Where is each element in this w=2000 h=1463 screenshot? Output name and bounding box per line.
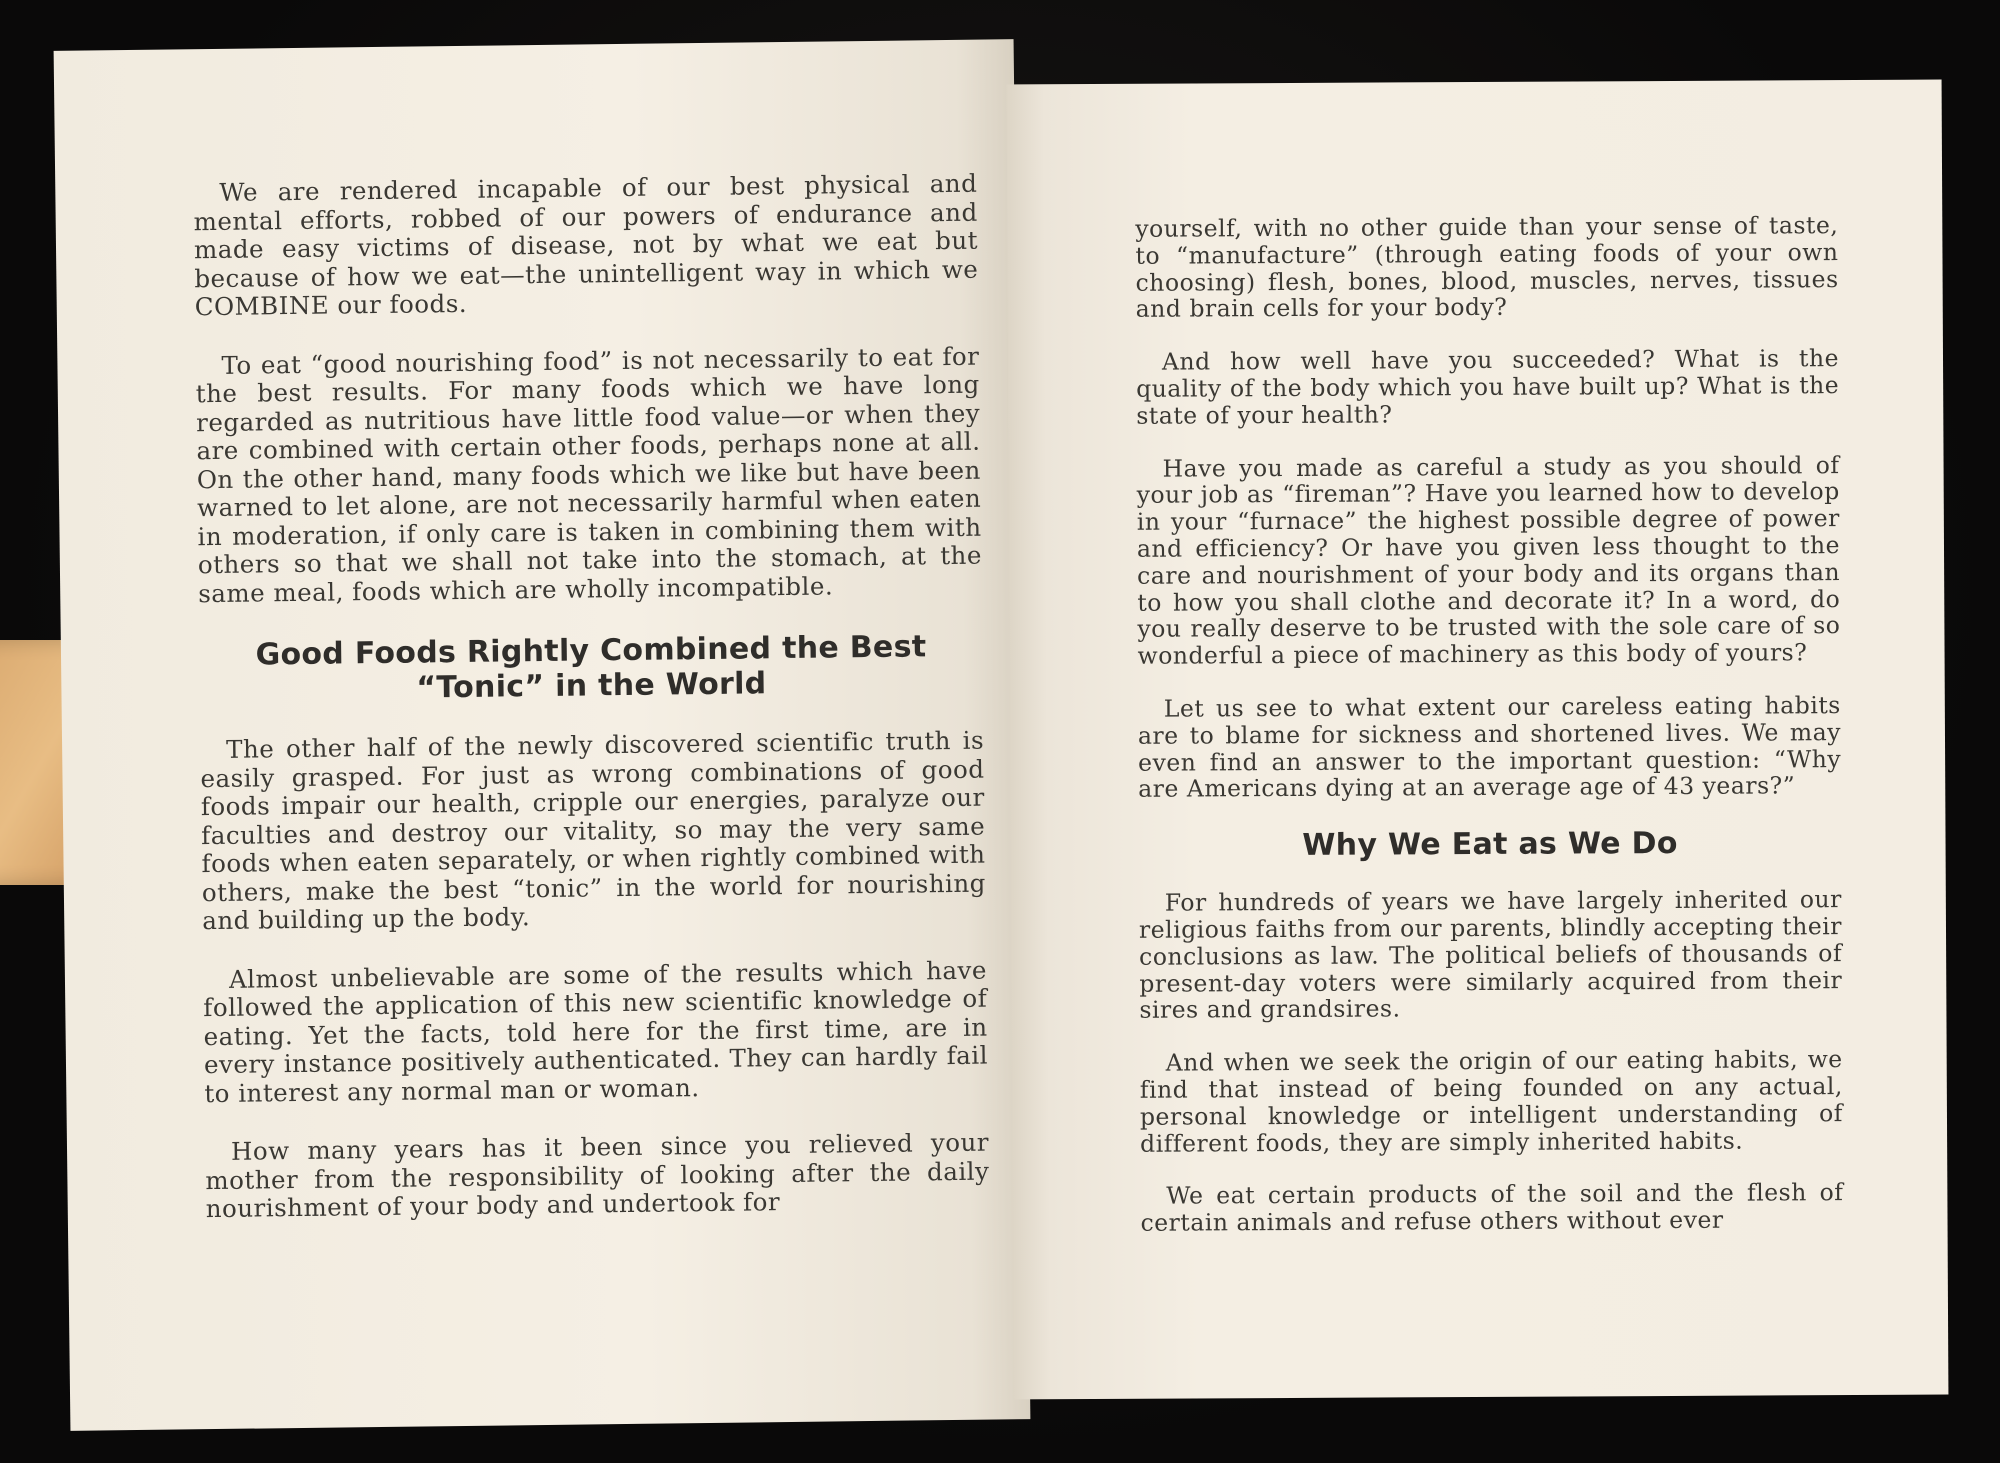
right-paragraph: For hundreds of years we have largely inherited our religious faiths from our parents, blindly accepting their conclusions as law. The political beliefs of thousands of present-day voters were similarly acquired from their sires and grandsires. xyxy=(1138,885,1843,1025)
right-paragraph: yourself, with no other guide than your sense of taste, to “manufacture” (through eating foods of your own choosing) flesh, bones, blood, muscles, nerves, tissues and brain cells for your body? xyxy=(1135,211,1839,324)
right-paragraph: Have you made as careful a study as you should of your job as “fireman”? Have you learned how to develop in your “furnace” the highest possible degree of power and efficiency? Or have you given less thought to the care and nourishment of your body and its organs than to how you shall clothe and decorate it? In a word, do you really deserve to be trusted with the sole care of so wonderful a piece of machinery as this body of yours? xyxy=(1136,450,1841,670)
left-page xyxy=(54,39,1031,1431)
left-paragraph: How many years has it been since you relieved your mother from the responsibility of looking after the daily nourishment of your body and undertook for xyxy=(205,1127,990,1224)
left-paragraph: Almost unbelievable are some of the results which have followed the application of this new scientific knowledge of eating. Yet the facts, told here for the first time, are in every instance positively authenticated. They can hardly fail to interest any normal man or woman. xyxy=(203,955,989,1108)
right-paragraph: Let us see to what extent our careless eating habits are to blame for sickness and shortened lives. We may even find an answer to the important question: “Why are Americans dying at an average age of 43 years?” xyxy=(1137,691,1842,804)
section-heading-good-foods: Good Foods Rightly Combined the Best “Tonic” in the World xyxy=(255,629,927,706)
right-paragraph: We eat certain products of the soil and the flesh of certain animals and refuse others without ever xyxy=(1140,1178,1844,1237)
left-paragraph: We are rendered incapable of our best physical and mental efforts, robbed of our powers of endurance and made easy victims of disease, not by what we eat but because of how we eat—the unintelligent way in which we COMBINE our foods. xyxy=(193,168,979,322)
left-paragraph: The other half of the newly discovered scientific truth is easily grasped. For just as wrong combinations of good foods impair our health, cripple our energies, paralyze our faculties and destroy our vitality, so may the very same foods when eaten separately, or when rightly combined with others, make the best “tonic” in the world for nourishing and building up the body. xyxy=(200,725,987,936)
right-page xyxy=(1007,80,1949,1400)
section-heading-why-we-eat: Why We Eat as We Do xyxy=(1302,826,1678,864)
right-paragraph: And when we seek the origin of our eating habits, we find that instead of being founded on any actual, personal knowledge or intelligent understanding of different foods, they are simply inherited habits. xyxy=(1139,1045,1844,1158)
right-paragraph: And how well have you succeeded? What is the quality of the body which you have built up? What is the state of your health? xyxy=(1136,344,1840,430)
left-paragraph: To eat “good nourishing food” is not necessarily to eat for the best results. For many foods which we have long regarded as nutritious have little food value—or when they are combined with certain other foods, perhaps none at all. On the other hand, many foods which we like but have been warned to let alone, are not necessarily harmful when eaten in moderation, if only care is taken in combining them with others so that we shall not take into the stomach, at the same meal, foods which are wholly incompatible. xyxy=(195,341,983,608)
